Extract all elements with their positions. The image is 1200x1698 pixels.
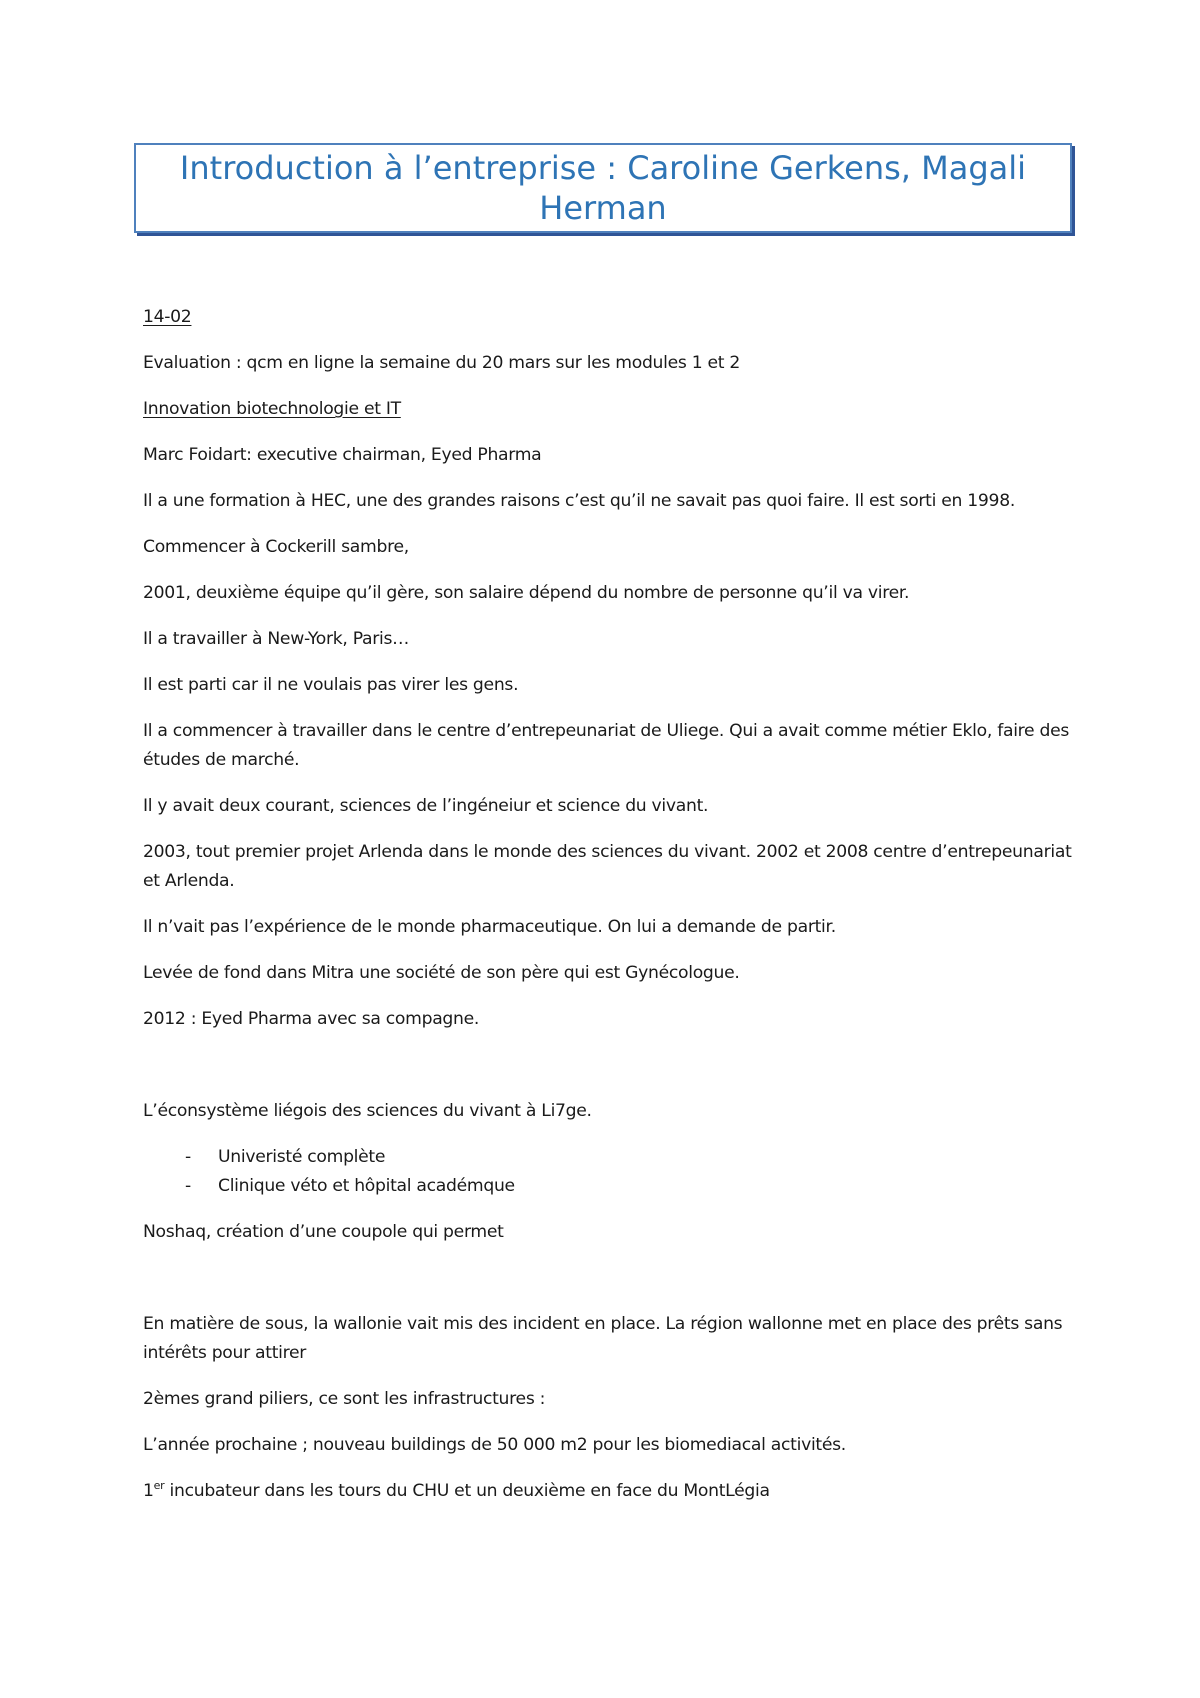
noshaq-line: Noshaq, création d’une coupole qui permet <box>143 1222 504 1242</box>
paragraph: En matière de sous, la wallonie vait mis des incident en place. La région wallonne met en place des prêts sans intérêts pour attirer <box>143 1314 1063 1363</box>
bullet-list <box>143 1143 1083 1201</box>
paragraph: 2001, deuxième équipe qu’il gère, son salaire dépend du nombre de personne qu’il va virer. <box>143 583 910 603</box>
list-item <box>143 1143 1083 1172</box>
paragraph: L’année prochaine ; nouveau buildings de 50 000 m2 pour les biomediacal activités. <box>143 1435 846 1455</box>
paragraph: Commencer à Cockerill sambre, <box>143 537 409 557</box>
list-item-text: Univeristé complète <box>218 1147 386 1167</box>
ordinal-suffix: er <box>153 1479 165 1492</box>
paragraph: Il a une formation à HEC, une des grandes raisons c’est qu’il ne savait pas quoi faire. Il est sorti en 1998. <box>143 491 1015 511</box>
list-item <box>143 1172 1083 1201</box>
bullet-dash: - <box>185 1147 191 1167</box>
section-heading: Innovation biotechnologie et IT <box>143 399 401 419</box>
paragraph: Il est parti car il ne voulais pas virer les gens. <box>143 675 519 695</box>
incubator-line <box>143 1477 1083 1506</box>
paragraph: Il y avait deux courant, sciences de l’ingéneiur et science du vivant. <box>143 796 709 816</box>
document-body <box>143 303 1083 1523</box>
evaluation-line: Evaluation : qcm en ligne la semaine du 20 mars sur les modules 1 et 2 <box>143 353 741 373</box>
paragraph: 2003, tout premier projet Arlenda dans le monde des sciences du vivant. 2002 et 2008 centre d’entrepeunariat et Arlenda. <box>143 842 1072 891</box>
title-box <box>134 143 1072 233</box>
ecosystem-intro: L’éconsystème liégois des sciences du vivant à Li7ge. <box>143 1101 592 1121</box>
date-heading: 14-02 <box>143 307 192 327</box>
blank-line <box>143 1264 1083 1310</box>
incubator-text: incubateur dans les tours du CHU et un deuxième en face du MontLégia <box>164 1481 770 1501</box>
document-title: Introduction à l’entreprise : Caroline Gerkens, Magali Herman <box>179 149 1027 227</box>
bullet-dash: - <box>185 1176 191 1196</box>
blank-line <box>143 1051 1083 1097</box>
paragraph: 2èmes grand piliers, ce sont les infrastructures : <box>143 1389 546 1409</box>
paragraph: 2012 : Eyed Pharma avec sa compagne. <box>143 1009 480 1029</box>
paragraph: Levée de fond dans Mitra une société de son père qui est Gynécologue. <box>143 963 740 983</box>
paragraph: Il a commencer à travailler dans le centre d’entrepeunariat de Uliege. Qui a avait comme métier Eklo, faire des études de marché. <box>143 721 1070 770</box>
paragraph: Il a travailler à New-York, Paris… <box>143 629 410 649</box>
list-item-text: Clinique véto et hôpital académque <box>218 1176 515 1196</box>
paragraph: Marc Foidart: executive chairman, Eyed Pharma <box>143 445 542 465</box>
ordinal-number: 1 <box>143 1481 154 1501</box>
paragraph: Il n’vait pas l’expérience de le monde pharmaceutique. On lui a demande de partir. <box>143 917 836 937</box>
